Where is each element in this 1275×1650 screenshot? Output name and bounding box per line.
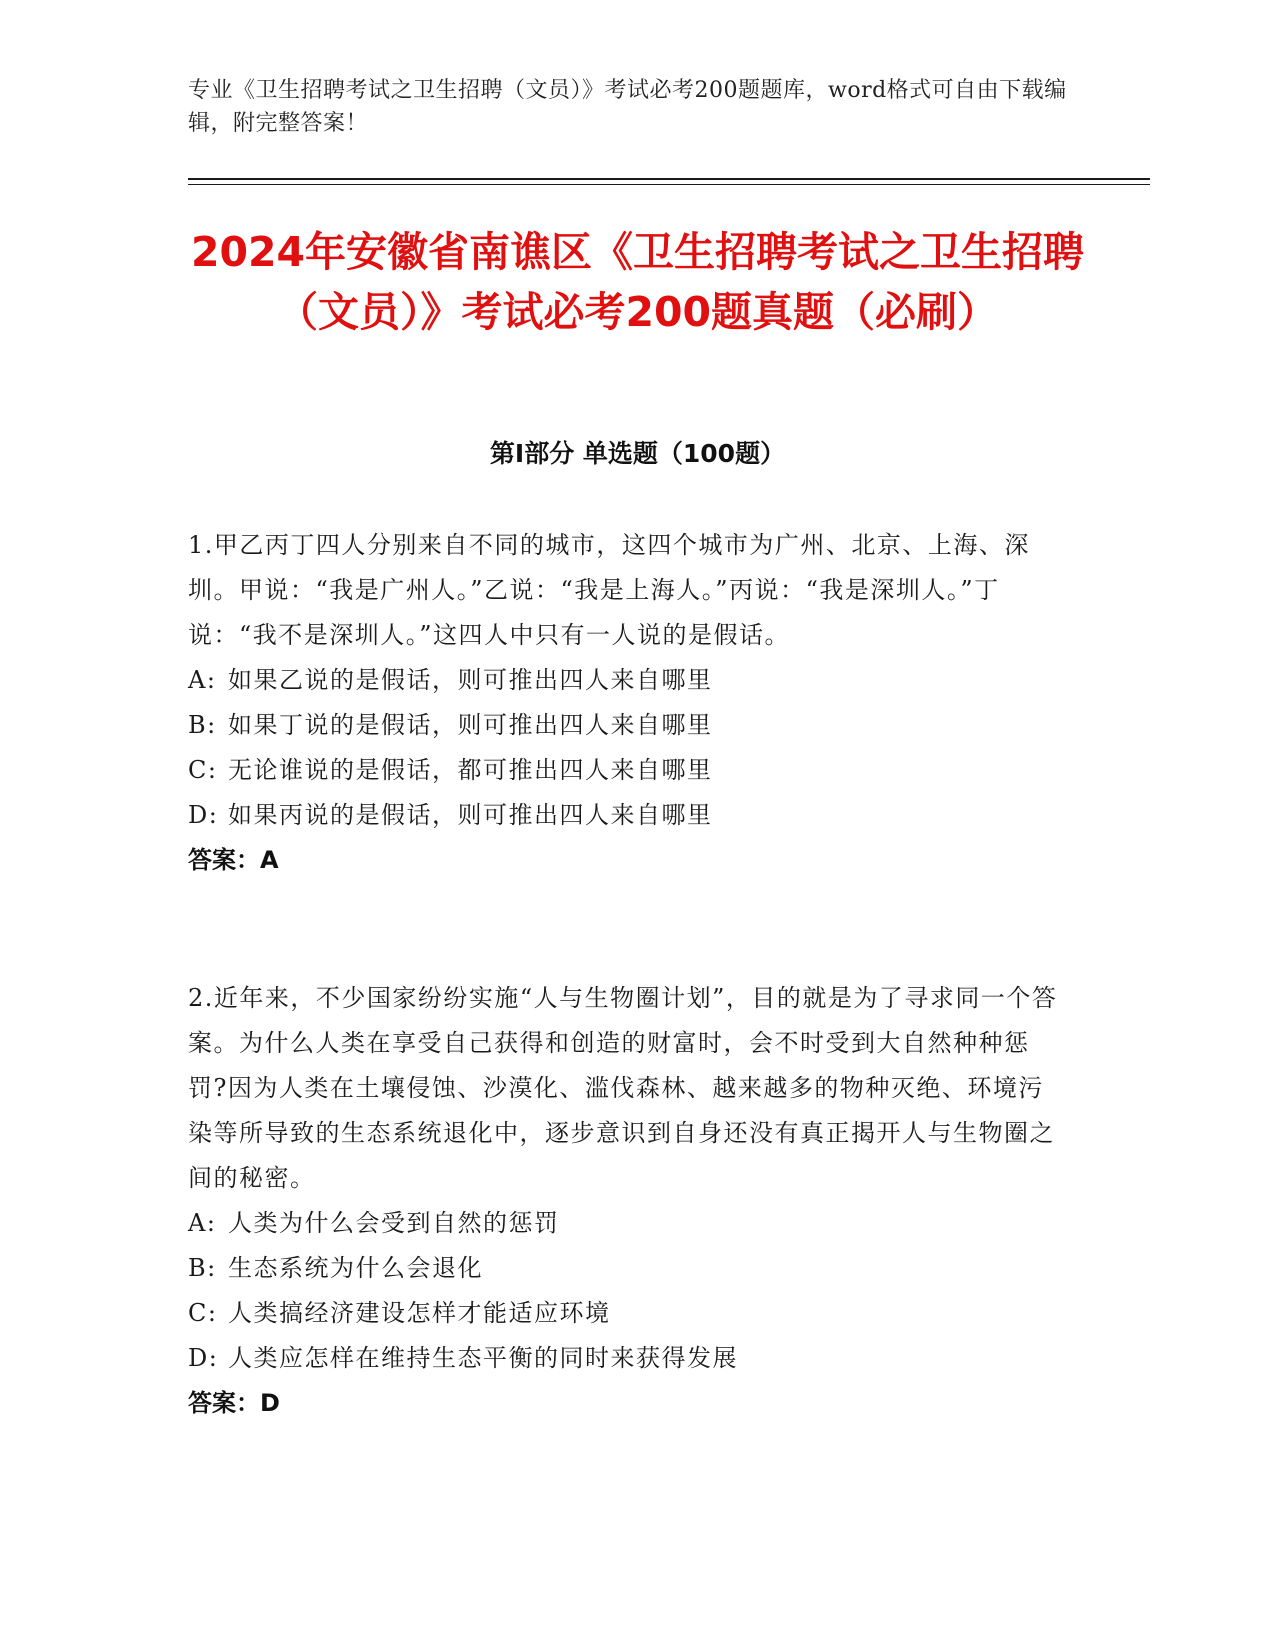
option-text: 如果丁说的是假话，则可推出四人来自哪里 (228, 711, 713, 739)
header-note: 专业《卫生招聘考试之卫生招聘（文员）》考试必考200题题库，word格式可自由下载编辑，附完整答案！ (188, 78, 1067, 136)
option-text: 生态系统为什么会退化 (228, 1254, 483, 1282)
option-key: D: (188, 801, 219, 829)
answer-line: 答案：A (188, 846, 279, 874)
question-1 (188, 523, 1068, 883)
option-key: A: (188, 1209, 217, 1237)
option-d (188, 793, 1068, 838)
document-title: 2024年安徽省南谯区《卫生招聘考试之卫生招聘（文员）》考试必考200题真题（必刷） (190, 228, 1085, 336)
option-c (188, 1291, 1068, 1336)
option-key: B: (188, 711, 217, 739)
option-text: 无论谁说的是假话，都可推出四人来自哪里 (228, 756, 713, 784)
option-c (188, 748, 1068, 793)
option-text: 如果乙说的是假话，则可推出四人来自哪里 (228, 666, 713, 694)
option-d (188, 1336, 1068, 1381)
option-key: C: (188, 1299, 218, 1327)
option-b (188, 703, 1068, 748)
header-rule-thick (188, 178, 1150, 180)
option-b (188, 1246, 1068, 1291)
option-key: D: (188, 1344, 219, 1372)
answer-line: 答案：D (188, 1389, 280, 1417)
option-a (188, 658, 1068, 703)
question-stem: 2.近年来，不少国家纷纷实施“人与生物圈计划”，目的就是为了寻求同一个答案。为什么人类在享受自己获得和创造的财富时，会不时受到大自然种种惩罚?因为人类在土壤侵蚀、沙漠化、滥伐森林、越来越多的物种灭绝、环境污染等所导致的生态系统退化中，逐步意识到自身还没有真正揭开人与生物圈之间的秘密。 (188, 984, 1058, 1192)
section-title: 第I部分 单选题（100题） (489, 439, 786, 468)
option-text: 如果丙说的是假话，则可推出四人来自哪里 (228, 801, 713, 829)
option-key: A: (188, 666, 217, 694)
option-text: 人类应怎样在维持生态平衡的同时来获得发展 (228, 1344, 738, 1372)
option-key: C: (188, 756, 218, 784)
question-2 (188, 976, 1068, 1426)
option-a (188, 1201, 1068, 1246)
option-key: B: (188, 1254, 217, 1282)
option-text: 人类搞经济建设怎样才能适应环境 (228, 1299, 611, 1327)
question-stem: 1.甲乙丙丁四人分别来自不同的城市，这四个城市为广州、北京、上海、深圳。甲说：“我是广州人。”乙说：“我是上海人。”丙说：“我是深圳人。”丁说：“我不是深圳人。”这四人中只有一人说的是假话。 (188, 531, 1030, 649)
header-rule-thin (188, 184, 1150, 185)
option-text: 人类为什么会受到自然的惩罚 (228, 1209, 560, 1237)
